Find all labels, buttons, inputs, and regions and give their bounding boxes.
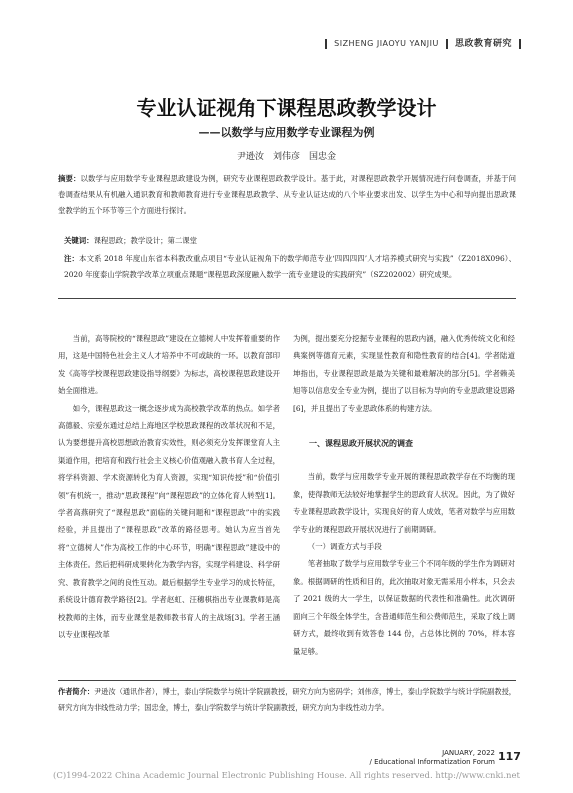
- header-divider: [446, 39, 448, 49]
- article-subtitle: ——以数学与应用数学专业课程为例: [198, 126, 375, 139]
- journal-info: [370, 749, 495, 767]
- header-section: 思政教育研究: [454, 39, 512, 49]
- header-pinyin: SIZHENG JIAOYU YANJIU: [334, 39, 439, 48]
- body-paragraph: 如今，课程思政这一概念逐步成为高校教学改革的热点。如学者高德毅、宗爱东通过总结上海地区学校思政课程的改革状况和不足，认为要想提升高校思想政治教育实效性，则必须充分发挥课堂育人主渠道作用，把培育和践行社会主义核心价值观融入教书育人全过程，将学科资源、学术资源转化为育人资源，实现“知识传授”和“价值引领”有机统一，推动“思政课程”向“课程思政”的立体化育人转型[1]。学者高燕研究了“课程思政”面临的关键问题和“课程思政”中的实践经验，并且提出了“课程思政”改革的路径思考。她认为应当首先将“立德树人”作为高校工作的中心环节，明确“课程思政”建设中的主体责任。然后把科研成果转化为教学内容，实现学科建设、科学研究、教育教学之间的良性互动。最后根据学生专业学习的成长特征，系统设计德育教学路径[2]。学者赵虹、汪穗棋指出专业课教师是高校教师的主体，而专业课堂是教师教书育人的主战场[3]。学者王涵以专业课程改革: [58, 403, 280, 639]
- funding-text: 本文系 2018 年度山东省本科教改重点项目“专业认证视角下的数学师范专业‘四四四四’人才培养模式研究与实践”（Z2018X096）、2020 年度泰山学院教学改革立项重点课题“课程思政深度融入数学一流专业建设的实践研究”（SZ202002）研究成果。: [64, 254, 516, 279]
- page-number: 117: [498, 750, 521, 763]
- body-paragraph: 笔者抽取了数学与应用数学专业三个不同年级的学生作为调研对象。根据调研的性质和目的，此次抽取对象无需采用小样本，只会去了 2021 级的大一学生，以保证数据的代表性和准确性。此次调研面向三个年级全体学生，含普通师范生和公费师范生，采取了线上调研方式，最终收到有效答卷 144 份，占总体比例的 70%，样本容量足够。: [293, 559, 515, 656]
- keywords-text: 课程思政；教学设计；第二课堂: [93, 236, 198, 245]
- funding-label: 注：: [64, 254, 80, 263]
- author-note-label: 作者简介：: [58, 687, 95, 696]
- funding-note: [64, 251, 516, 282]
- article-authors: 尹逊汝 刘伟彦 国忠金: [236, 152, 336, 162]
- subsection-heading: （一）调查方式与手段: [307, 542, 382, 552]
- article-title: 专业认证视角下课程思政教学设计: [136, 96, 437, 120]
- header-divider: [519, 39, 521, 49]
- header-divider: [325, 39, 327, 49]
- keywords-label: 关键词：: [64, 236, 94, 245]
- author-note: [58, 684, 516, 715]
- footnote-divider: [58, 680, 516, 681]
- running-header: [321, 36, 525, 49]
- keywords: [64, 235, 197, 246]
- body-paragraph: 当前，数学与应用数学专业开展的课程思政教学存在不均衡的现象，使得教师无法较好地掌握学生的思政育人状况。因此，为了做好专业课程思政教学设计，实现良好的育人成效，笔者对数学与应用数学专业的课程思政开展状况进行了前期调研。: [293, 472, 515, 534]
- abstract-text: 以数学与应用数学专业课程思政建设为例，研究专业课程思政教学设计。基于此，对课程思政教学开展情况进行问卷调查，并基于问卷调查结果从有机融入通识教育和教师教育进行专业课程思政教学、从专业认证达成的八个毕业要求出发、以学生为中心和导向提出思政课堂教学的五个环节等三个方面进行探讨。: [58, 174, 516, 215]
- section-heading: 一、课程思政开展状况的调查: [309, 438, 413, 449]
- author-note-text: 尹逊汝（通讯作者），博士，泰山学院数学与统计学院副教授，研究方向为密码学；刘伟彦，博士，泰山学院数学与统计学院副教授，研究方向为非线性动力学；国忠金，博士，泰山学院数学与统计学院副教授，研究方向为非线性动力学。: [58, 687, 516, 712]
- journal-name: / Educational Informatization Forum: [369, 758, 495, 766]
- abstract-divider: [58, 298, 516, 299]
- body-paragraph: 为例，提出要充分挖掘专业课程的思政内涵，融入优秀传统文化和经典案例等德育元素，实现显性教育和隐性教育的结合[4]。学者陆道坤指出，专业课程思政是最为关键和最难解决的部分[5]。学者赖美旭等以信息安全专业为例，提出了以目标为导向的专业思政建设思路[6]，并且提出了专业思政体系的构建方法。: [293, 334, 515, 413]
- left-column: [58, 330, 280, 643]
- journal-date: JANUARY, 2022: [442, 749, 495, 757]
- copyright-watermark: (C)1994-2022 China Academic Journal Electronic Publishing House. All rights reserved. http://www.cnki.net: [53, 771, 520, 781]
- body-paragraph: 当前，高等院校的“课程思政”建设在立德树人中发挥着重要的作用，这是中国特色社会主义人才培养中不可或缺的一环。以教育部印发《高等学校课程思政建设指导纲要》为标志，高校课程思政建设开始全面推进。: [58, 334, 280, 396]
- abstract-label: 摘要：: [58, 174, 81, 183]
- abstract: [58, 171, 516, 219]
- right-column: [293, 330, 515, 660]
